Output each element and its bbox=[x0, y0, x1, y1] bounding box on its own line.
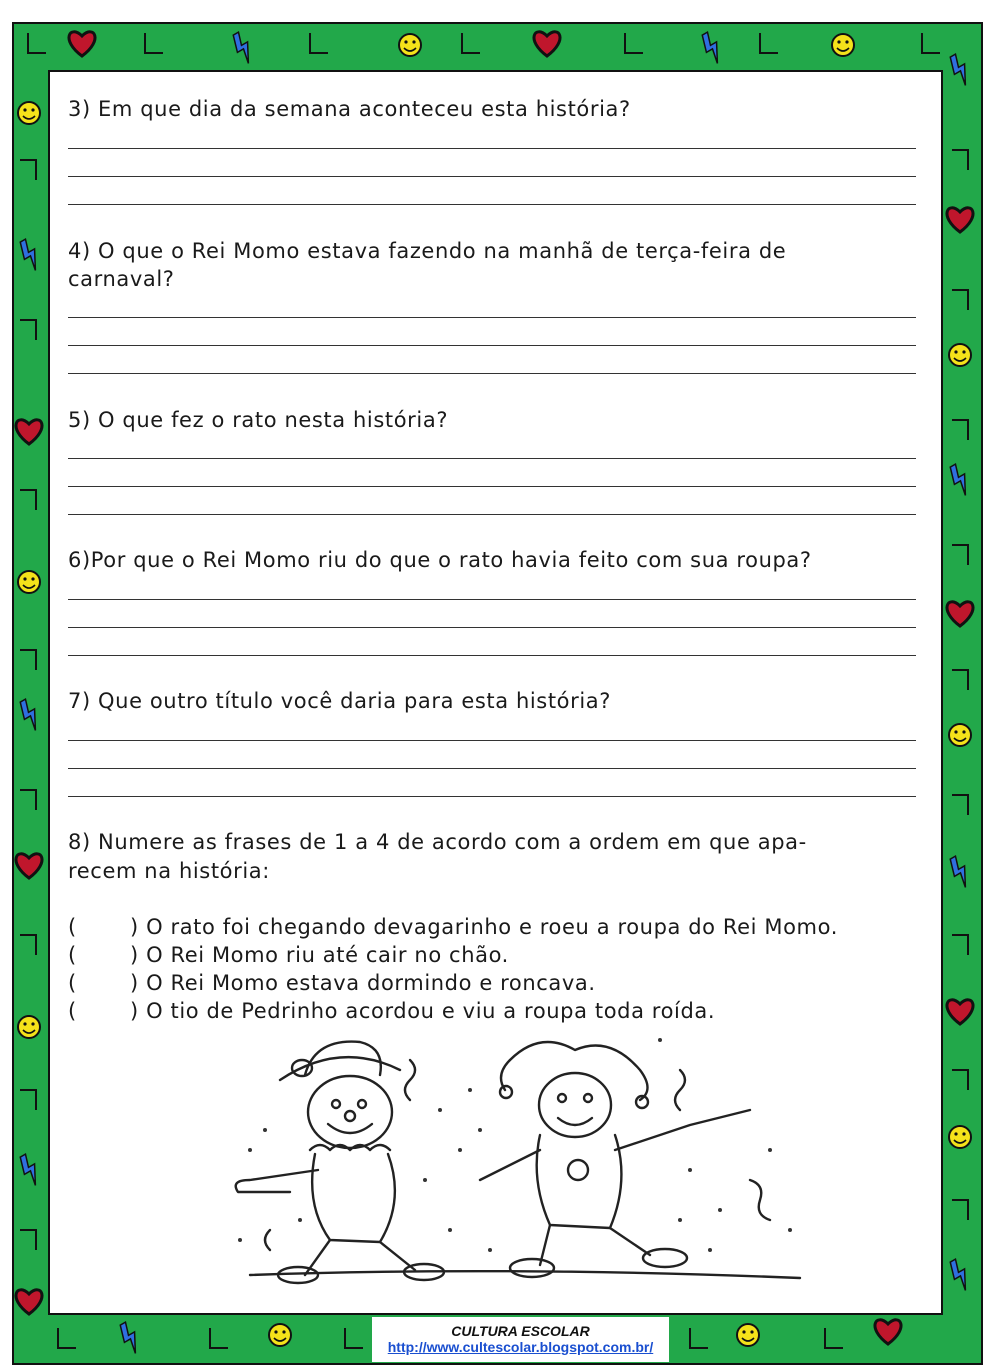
answer-line[interactable] bbox=[68, 627, 916, 628]
ordering-item[interactable] bbox=[68, 997, 715, 1025]
number-box-close: ) bbox=[130, 999, 139, 1023]
answer-line[interactable] bbox=[68, 148, 916, 149]
number-box[interactable]: ( bbox=[68, 971, 77, 995]
footer-brand: CULTURA ESCOLAR bbox=[451, 1323, 590, 1339]
answer-line[interactable] bbox=[68, 796, 916, 797]
carnival-clowns-illustration bbox=[210, 1030, 830, 1300]
question-6: 6)Por que o Rei Momo riu do que o rato havia feito com sua roupa? bbox=[68, 548, 812, 572]
ordering-item[interactable] bbox=[68, 941, 509, 969]
answer-line[interactable] bbox=[68, 345, 916, 346]
number-box-close: ) bbox=[130, 943, 139, 967]
question-8-cont: recem na história: bbox=[68, 859, 270, 883]
footer-credit bbox=[372, 1317, 669, 1362]
question-3: 3) Em que dia da semana aconteceu esta história? bbox=[68, 97, 631, 121]
answer-line[interactable] bbox=[68, 373, 916, 374]
ordering-item[interactable] bbox=[68, 913, 838, 941]
answer-line[interactable] bbox=[68, 317, 916, 318]
answer-line[interactable] bbox=[68, 514, 916, 515]
answer-line[interactable] bbox=[68, 486, 916, 487]
question-8: 8) Numere as frases de 1 a 4 de acordo com a ordem em que apa- bbox=[68, 830, 807, 854]
ordering-item-text: O Rei Momo riu até cair no chão. bbox=[146, 943, 509, 967]
answer-line[interactable] bbox=[68, 458, 916, 459]
number-box[interactable]: ( bbox=[68, 915, 77, 939]
ordering-item-text: O rato foi chegando devagarinho e roeu a roupa do Rei Momo. bbox=[146, 915, 838, 939]
ordering-item[interactable] bbox=[68, 969, 596, 997]
question-4: 4) O que o Rei Momo estava fazendo na manhã de terça-feira de bbox=[68, 239, 787, 263]
answer-line[interactable] bbox=[68, 599, 916, 600]
answer-line[interactable] bbox=[68, 204, 916, 205]
footer-link[interactable]: http://www.cultescolar.blogspot.com.br/ bbox=[387, 1339, 654, 1355]
number-box[interactable]: ( bbox=[68, 943, 77, 967]
question-7: 7) Que outro título você daria para esta história? bbox=[68, 689, 612, 713]
ordering-item-text: O tio de Pedrinho acordou e viu a roupa toda roída. bbox=[146, 999, 716, 1023]
number-box-close: ) bbox=[130, 915, 139, 939]
answer-line[interactable] bbox=[68, 655, 916, 656]
answer-line[interactable] bbox=[68, 176, 916, 177]
question-5: 5) O que fez o rato nesta história? bbox=[68, 408, 449, 432]
ordering-item-text: O Rei Momo estava dormindo e roncava. bbox=[146, 971, 596, 995]
answer-line[interactable] bbox=[68, 768, 916, 769]
number-box-close: ) bbox=[130, 971, 139, 995]
question-4-cont: carnaval? bbox=[68, 267, 175, 291]
answer-line[interactable] bbox=[68, 740, 916, 741]
number-box[interactable]: ( bbox=[68, 999, 77, 1023]
